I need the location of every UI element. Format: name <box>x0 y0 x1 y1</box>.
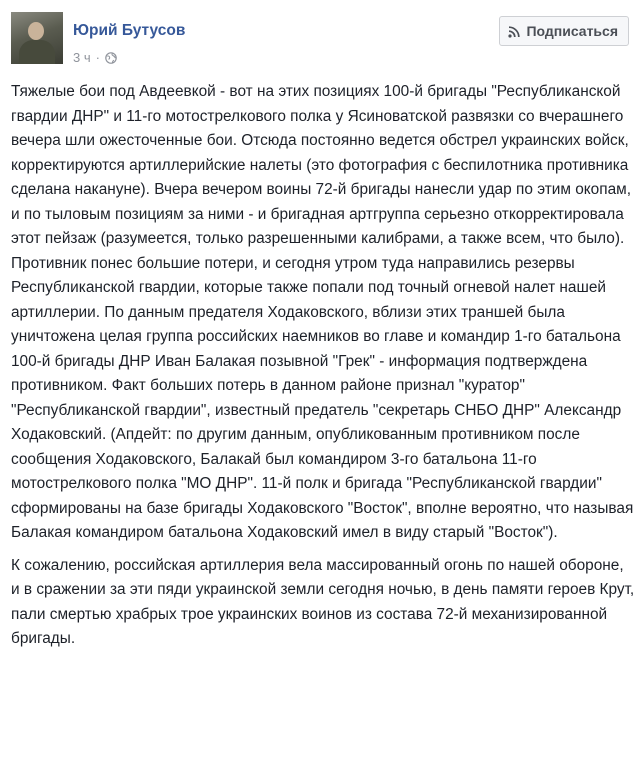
subscribe-label: Подписаться <box>526 23 618 39</box>
meta-separator: · <box>95 50 100 65</box>
post-paragraph: К сожалению, российская артиллерия вела массированный огонь по нашей обороне, и в сражении за эти пяди украинской земли сегодня ночью, в день памяти героев Крут, пали смертью храбрых трое украинских воинов из состава 72-й механизированной бригады. <box>11 556 635 647</box>
post-body <box>11 80 635 652</box>
globe-icon[interactable] <box>105 52 117 64</box>
avatar-face <box>28 22 44 40</box>
post-meta <box>73 50 117 65</box>
post-timestamp[interactable]: 3 ч <box>73 50 91 65</box>
rss-icon <box>508 25 520 37</box>
author-avatar[interactable] <box>11 12 63 64</box>
post-header <box>11 12 629 70</box>
avatar-body <box>19 40 55 64</box>
author-name-link[interactable]: Юрий Бутусов <box>73 22 186 39</box>
subscribe-button[interactable] <box>499 16 629 46</box>
post-paragraph: Тяжелые бои под Авдеевкой - вот на этих позициях 100-й бригады "Республиканской гвардии ДНР" и 11-го мотострелкового полка у Ясиноватской развязки со вчерашнего вечера шли ожесточенные бои. Отсюда постоянно ведется обстрел украинских войск, корректируются артиллерийские налеты (это фотография с беспилотника противника сделана накануне). Вчера вечером воины 72-й бригады нанесли удар по этим окопам, и по тыловым позициям за ними - и бригадная артгруппа серьезно откорректировала этот пейзаж (разумеется, только разрешенными калибрами, а также всем, что было). Противник понес большие потери, и сегодня утром туда направились резервы Республиканской гвардии, которые также попали под точный огневой налет нашей артиллерии. По данным предателя Ходаковского, вблизи этих траншей была уничтожена целая группа российских наемников во главе и командир 1-го батальона 100-й бригады ДНР Иван Балакая позывной "Грек" - информация подтверждена противником. Факт больших потерь в данном районе признал "куратор" "Республиканской гвардии", известный предатель "секретарь СНБО ДНР" Александр Ходаковский. (Апдейт: по другим данным, опубликованным противником после сообщения Ходаковского, Балакай был командиром 3-го батальона 11-го мотострелкового полка "МО ДНР". 11-й полк и бригада "Республиканской гвардии" сформированы на базе бригады Ходаковского "Восток", вполне вероятно, что называя Балакая командиром батальона Ходаковский имел в виду старый "Восток"). <box>11 83 634 541</box>
